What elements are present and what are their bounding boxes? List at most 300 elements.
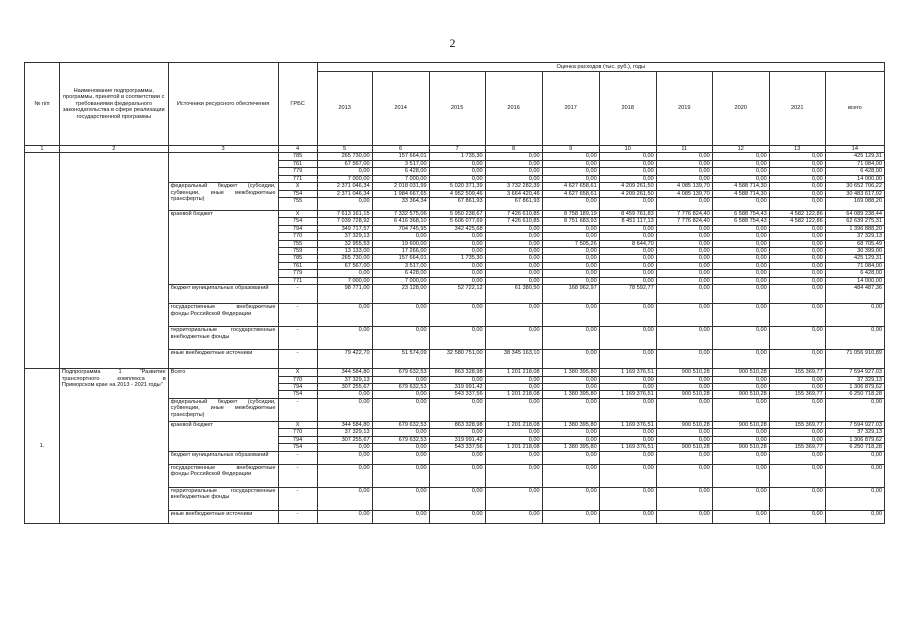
value-cell: 38 345 163,10 bbox=[485, 350, 542, 369]
value-cell: 0,00 bbox=[542, 233, 599, 240]
value-cell: 1 306 879,62 bbox=[825, 436, 884, 443]
value-cell: 0,00 bbox=[656, 168, 712, 175]
value-cell: 0,00 bbox=[769, 384, 825, 391]
value-cell: 32 580 751,00 bbox=[429, 350, 485, 369]
value-cell: 0,00 bbox=[485, 262, 542, 269]
value-cell: 0,00 bbox=[429, 240, 485, 247]
grbs-code: 755 bbox=[278, 197, 317, 210]
header-year: 2018 bbox=[599, 72, 656, 146]
value-cell: 863 328,98 bbox=[429, 421, 485, 428]
grbs-code: 794 bbox=[278, 225, 317, 232]
value-cell: 0,00 bbox=[769, 262, 825, 269]
value-cell: 0,00 bbox=[769, 175, 825, 182]
value-cell: 0,00 bbox=[317, 391, 372, 398]
value-cell: 0,00 bbox=[769, 255, 825, 262]
source-krai: краевой бюджет bbox=[168, 210, 278, 284]
value-cell: 0,00 bbox=[712, 277, 769, 284]
grbs-code: - bbox=[278, 327, 317, 350]
value-cell: 0,00 bbox=[542, 398, 599, 421]
value-cell: 0,00 bbox=[825, 510, 884, 523]
grbs-code: - bbox=[278, 451, 317, 464]
source-state-funds: государственные внебюджетные фонды Российской Федерации bbox=[168, 304, 278, 327]
source-state-funds: государственные внебюджетные фонды Российской Федерации bbox=[168, 464, 278, 487]
value-cell: 0,00 bbox=[656, 277, 712, 284]
source-krai: краевой бюджет bbox=[168, 421, 278, 451]
column-number: 9 bbox=[542, 146, 599, 153]
value-cell: 0,00 bbox=[825, 451, 884, 464]
value-cell: 7 000,00 bbox=[317, 277, 372, 284]
value-cell: 0,00 bbox=[317, 451, 372, 464]
column-number: 2 bbox=[59, 146, 168, 153]
value-cell: 157 664,01 bbox=[372, 255, 429, 262]
value-cell: 3 664 420,46 bbox=[485, 190, 542, 197]
grbs-code: 761 bbox=[278, 160, 317, 167]
value-cell: 900 510,28 bbox=[712, 444, 769, 451]
value-cell: 98 771,00 bbox=[317, 285, 372, 304]
value-cell: 8 451 117,13 bbox=[599, 218, 656, 225]
index-cell bbox=[25, 153, 60, 369]
value-cell: 0,00 bbox=[372, 487, 429, 510]
column-number: 6 bbox=[372, 146, 429, 153]
value-cell: 0,00 bbox=[542, 277, 599, 284]
value-cell: 155 369,77 bbox=[769, 391, 825, 398]
value-cell: 61 380,50 bbox=[485, 285, 542, 304]
value-cell: 13 133,00 bbox=[317, 248, 372, 255]
source-total: Всего bbox=[168, 369, 278, 399]
value-cell: 0,00 bbox=[712, 160, 769, 167]
value-cell: 0,00 bbox=[599, 429, 656, 436]
value-cell: 2 371 046,34 bbox=[317, 183, 372, 190]
value-cell: 0,00 bbox=[485, 160, 542, 167]
column-number: 10 bbox=[599, 146, 656, 153]
value-cell: 6 428,00 bbox=[372, 168, 429, 175]
grbs-code: 794 bbox=[278, 384, 317, 391]
value-cell: 679 632,53 bbox=[372, 421, 429, 428]
value-cell: 0,00 bbox=[599, 451, 656, 464]
value-cell: 0,00 bbox=[656, 160, 712, 167]
value-cell: 0,00 bbox=[485, 384, 542, 391]
grbs-code: 754 bbox=[278, 218, 317, 225]
value-cell: 0,00 bbox=[542, 153, 599, 160]
source-territorial-funds: территориальные государственные внебюджетные фонды bbox=[168, 327, 278, 350]
value-cell: 863 328,98 bbox=[429, 369, 485, 376]
value-cell: 0,00 bbox=[599, 327, 656, 350]
value-cell: 0,00 bbox=[769, 451, 825, 464]
value-cell: 425 129,31 bbox=[825, 255, 884, 262]
value-cell: 1 735,30 bbox=[429, 255, 485, 262]
value-cell: 0,00 bbox=[656, 255, 712, 262]
value-cell: 0,00 bbox=[656, 436, 712, 443]
grbs-code: 770 bbox=[278, 429, 317, 436]
value-cell: 0,00 bbox=[769, 183, 825, 190]
value-cell: 0,00 bbox=[429, 233, 485, 240]
source-municipal: бюджет муниципальных образований bbox=[168, 451, 278, 464]
value-cell: 7 776 824,40 bbox=[656, 210, 712, 217]
value-cell: 37 329,13 bbox=[317, 233, 372, 240]
header-year: всего bbox=[825, 72, 884, 146]
value-cell: 0,00 bbox=[429, 262, 485, 269]
column-number: 13 bbox=[769, 146, 825, 153]
value-cell: 7 332 575,06 bbox=[372, 210, 429, 217]
value-cell: 4 588 714,30 bbox=[712, 190, 769, 197]
value-cell: 679 632,53 bbox=[372, 436, 429, 443]
value-cell: 344 584,80 bbox=[317, 421, 372, 428]
value-cell: 0,00 bbox=[712, 464, 769, 487]
value-cell: 7 039 728,92 bbox=[317, 218, 372, 225]
value-cell: 71 084,00 bbox=[825, 160, 884, 167]
value-cell: 1 396 888,20 bbox=[825, 225, 884, 232]
value-cell: 67 861,93 bbox=[429, 197, 485, 210]
value-cell: 6 428,00 bbox=[825, 270, 884, 277]
grbs-code: - bbox=[278, 510, 317, 523]
value-cell: 0,00 bbox=[317, 398, 372, 421]
value-cell: 0,00 bbox=[372, 429, 429, 436]
value-cell: 0,00 bbox=[485, 398, 542, 421]
source-territorial-funds: территориальные государственные внебюджетные фонды bbox=[168, 487, 278, 510]
value-cell: 0,00 bbox=[712, 225, 769, 232]
value-cell: 1 201 218,08 bbox=[485, 421, 542, 428]
grbs-code: 771 bbox=[278, 175, 317, 182]
value-cell: 0,00 bbox=[372, 233, 429, 240]
source-municipal: бюджет муниципальных образований bbox=[168, 285, 278, 304]
value-cell: 3 732 282,39 bbox=[485, 183, 542, 190]
value-cell: 0,00 bbox=[542, 175, 599, 182]
grbs-code: - bbox=[278, 285, 317, 304]
value-cell: 0,00 bbox=[542, 384, 599, 391]
value-cell: 900 510,28 bbox=[712, 421, 769, 428]
value-cell: 0,00 bbox=[542, 197, 599, 210]
value-cell: 52 722,12 bbox=[429, 285, 485, 304]
value-cell: 0,00 bbox=[656, 384, 712, 391]
value-cell: 0,00 bbox=[769, 197, 825, 210]
column-number: 11 bbox=[656, 146, 712, 153]
value-cell: 4 085 139,70 bbox=[656, 190, 712, 197]
value-cell: 0,00 bbox=[317, 327, 372, 350]
header-estimate: Оценка расходов (тыс. руб.), годы bbox=[317, 63, 884, 72]
value-cell: 342 425,68 bbox=[429, 225, 485, 232]
value-cell: 14 000,00 bbox=[825, 175, 884, 182]
value-cell: 14 000,00 bbox=[825, 277, 884, 284]
grbs-code: X bbox=[278, 210, 317, 217]
value-cell: 6 588 754,43 bbox=[712, 218, 769, 225]
value-cell: 1 169 376,51 bbox=[599, 444, 656, 451]
value-cell: 900 510,28 bbox=[656, 444, 712, 451]
value-cell: 0,00 bbox=[769, 190, 825, 197]
value-cell: 168 962,97 bbox=[542, 285, 599, 304]
value-cell: 0,00 bbox=[599, 398, 656, 421]
value-cell: 0,00 bbox=[656, 233, 712, 240]
value-cell: 0,00 bbox=[372, 391, 429, 398]
value-cell: 307 255,67 bbox=[317, 436, 372, 443]
value-cell: 0,00 bbox=[372, 464, 429, 487]
value-cell: 62 639 275,31 bbox=[825, 218, 884, 225]
value-cell: 0,00 bbox=[485, 240, 542, 247]
value-cell: 7 776 824,40 bbox=[656, 218, 712, 225]
grbs-code: 794 bbox=[278, 436, 317, 443]
value-cell: 1 380 395,80 bbox=[542, 369, 599, 376]
table-row bbox=[25, 369, 885, 376]
value-cell: 0,00 bbox=[769, 398, 825, 421]
value-cell: 67 567,00 bbox=[317, 160, 372, 167]
value-cell: 0,00 bbox=[372, 327, 429, 350]
grbs-code: - bbox=[278, 487, 317, 510]
value-cell: 0,00 bbox=[542, 464, 599, 487]
value-cell: 30 399,00 bbox=[825, 248, 884, 255]
value-cell: 0,00 bbox=[429, 429, 485, 436]
value-cell: 0,00 bbox=[429, 248, 485, 255]
value-cell: 0,00 bbox=[656, 487, 712, 510]
grbs-code: - bbox=[278, 304, 317, 327]
value-cell: 0,00 bbox=[372, 398, 429, 421]
value-cell: 155 369,77 bbox=[769, 444, 825, 451]
value-cell: 0,00 bbox=[769, 350, 825, 369]
header-year: 2014 bbox=[372, 72, 429, 146]
value-cell: 0,00 bbox=[656, 225, 712, 232]
value-cell: 0,00 bbox=[769, 153, 825, 160]
value-cell: 900 510,28 bbox=[656, 421, 712, 428]
header-year: 2017 bbox=[542, 72, 599, 146]
value-cell: 0,00 bbox=[485, 153, 542, 160]
value-cell: 8 758 189,19 bbox=[542, 210, 599, 217]
value-cell: 0,00 bbox=[769, 233, 825, 240]
value-cell: 344 584,80 bbox=[317, 369, 372, 376]
value-cell: 5 020 371,39 bbox=[429, 183, 485, 190]
header-source: Источники ресурсного обеспечения bbox=[168, 63, 278, 146]
value-cell: 8 644,70 bbox=[599, 240, 656, 247]
value-cell: 64 089 238,44 bbox=[825, 210, 884, 217]
value-cell: 4 582 122,86 bbox=[769, 210, 825, 217]
value-cell: 32 955,53 bbox=[317, 240, 372, 247]
value-cell: 0,00 bbox=[485, 464, 542, 487]
value-cell: 6 250 718,28 bbox=[825, 391, 884, 398]
source-federal: федеральный бюджет (субсидии, субвенции, иные межбюджетные трансферты) bbox=[168, 183, 278, 211]
value-cell: 0,00 bbox=[599, 233, 656, 240]
value-cell: 0,00 bbox=[429, 277, 485, 284]
value-cell: 0,00 bbox=[712, 197, 769, 210]
value-cell: 0,00 bbox=[485, 436, 542, 443]
value-cell: 78 592,77 bbox=[599, 285, 656, 304]
value-cell: 3 517,00 bbox=[372, 262, 429, 269]
value-cell: 37 329,13 bbox=[317, 376, 372, 383]
value-cell: 0,00 bbox=[599, 197, 656, 210]
value-cell: 0,00 bbox=[712, 436, 769, 443]
value-cell: 0,00 bbox=[429, 168, 485, 175]
value-cell: 0,00 bbox=[599, 168, 656, 175]
value-cell: 0,00 bbox=[485, 255, 542, 262]
value-cell: 0,00 bbox=[485, 270, 542, 277]
value-cell: 0,00 bbox=[712, 429, 769, 436]
value-cell: 4 209 261,50 bbox=[599, 190, 656, 197]
value-cell: 71 056 910,89 bbox=[825, 350, 884, 369]
value-cell: 704 745,95 bbox=[372, 225, 429, 232]
value-cell: 0,00 bbox=[485, 225, 542, 232]
value-cell: 679 632,53 bbox=[372, 369, 429, 376]
subprogram-index: 1. bbox=[25, 369, 60, 523]
value-cell: 71 084,00 bbox=[825, 262, 884, 269]
value-cell: 0,00 bbox=[542, 327, 599, 350]
value-cell: 0,00 bbox=[599, 255, 656, 262]
column-number: 12 bbox=[712, 146, 769, 153]
column-number: 1 bbox=[25, 146, 60, 153]
value-cell: 51 574,09 bbox=[372, 350, 429, 369]
value-cell: 0,00 bbox=[485, 248, 542, 255]
value-cell: 0,00 bbox=[542, 225, 599, 232]
value-cell: 0,00 bbox=[599, 350, 656, 369]
value-cell: 8 459 761,83 bbox=[599, 210, 656, 217]
value-cell: 0,00 bbox=[769, 487, 825, 510]
value-cell: 900 510,28 bbox=[712, 391, 769, 398]
value-cell: 1 380 395,80 bbox=[542, 391, 599, 398]
source-cell bbox=[168, 153, 278, 183]
value-cell: 1 169 376,51 bbox=[599, 369, 656, 376]
value-cell: 7 426 610,85 bbox=[485, 218, 542, 225]
value-cell: 0,00 bbox=[712, 255, 769, 262]
value-cell: 4 085 139,70 bbox=[656, 183, 712, 190]
value-cell: 0,00 bbox=[429, 175, 485, 182]
value-cell: 0,00 bbox=[372, 510, 429, 523]
value-cell: 1 380 395,80 bbox=[542, 421, 599, 428]
value-cell: 0,00 bbox=[429, 270, 485, 277]
value-cell: 0,00 bbox=[429, 487, 485, 510]
value-cell: 0,00 bbox=[712, 510, 769, 523]
value-cell: 155 369,77 bbox=[769, 421, 825, 428]
value-cell: 900 510,28 bbox=[656, 369, 712, 376]
grbs-code: 761 bbox=[278, 262, 317, 269]
value-cell: 5 950 238,67 bbox=[429, 210, 485, 217]
value-cell: 0,00 bbox=[656, 240, 712, 247]
value-cell: 0,00 bbox=[656, 429, 712, 436]
value-cell: 1 735,30 bbox=[429, 153, 485, 160]
expense-table bbox=[24, 62, 885, 524]
value-cell: 0,00 bbox=[317, 197, 372, 210]
value-cell: 0,00 bbox=[429, 327, 485, 350]
value-cell: 0,00 bbox=[542, 270, 599, 277]
value-cell: 0,00 bbox=[712, 285, 769, 304]
value-cell: 0,00 bbox=[429, 376, 485, 383]
value-cell: 37 329,13 bbox=[825, 233, 884, 240]
value-cell: 0,00 bbox=[542, 262, 599, 269]
value-cell: 0,00 bbox=[656, 175, 712, 182]
value-cell: 0,00 bbox=[712, 270, 769, 277]
grbs-code: 754 bbox=[278, 190, 317, 197]
value-cell: 0,00 bbox=[429, 304, 485, 327]
value-cell: 0,00 bbox=[712, 376, 769, 383]
value-cell: 8 751 683,93 bbox=[542, 218, 599, 225]
grbs-code: X bbox=[278, 369, 317, 376]
value-cell: 0,00 bbox=[485, 168, 542, 175]
grbs-code: 785 bbox=[278, 255, 317, 262]
value-cell: 0,00 bbox=[542, 350, 599, 369]
value-cell: 0,00 bbox=[429, 510, 485, 523]
grbs-code: - bbox=[278, 398, 317, 421]
value-cell: 6 416 368,10 bbox=[372, 218, 429, 225]
header-num: № п/п bbox=[25, 63, 60, 146]
value-cell: 0,00 bbox=[542, 248, 599, 255]
value-cell: 0,00 bbox=[599, 510, 656, 523]
value-cell: 0,00 bbox=[825, 327, 884, 350]
value-cell: 67 567,00 bbox=[317, 262, 372, 269]
value-cell: 0,00 bbox=[317, 510, 372, 523]
value-cell: 0,00 bbox=[485, 277, 542, 284]
value-cell: 0,00 bbox=[712, 327, 769, 350]
value-cell: 0,00 bbox=[825, 487, 884, 510]
value-cell: 0,00 bbox=[599, 175, 656, 182]
value-cell: 0,00 bbox=[542, 376, 599, 383]
value-cell: 3 517,00 bbox=[372, 160, 429, 167]
table-row bbox=[25, 153, 885, 160]
value-cell: 30 652 706,22 bbox=[825, 183, 884, 190]
value-cell: 0,00 bbox=[542, 510, 599, 523]
value-cell: 19 600,00 bbox=[372, 240, 429, 247]
value-cell: 6 428,00 bbox=[372, 270, 429, 277]
value-cell: 0,00 bbox=[485, 304, 542, 327]
value-cell: 265 730,00 bbox=[317, 153, 372, 160]
value-cell: 17 266,00 bbox=[372, 248, 429, 255]
value-cell: 0,00 bbox=[485, 175, 542, 182]
value-cell: 0,00 bbox=[542, 487, 599, 510]
value-cell: 0,00 bbox=[429, 160, 485, 167]
value-cell: 0,00 bbox=[372, 304, 429, 327]
value-cell: 169 088,20 bbox=[825, 197, 884, 210]
grbs-code: 785 bbox=[278, 153, 317, 160]
value-cell: 0,00 bbox=[542, 168, 599, 175]
source-other: иные внебюджетные источники bbox=[168, 350, 278, 369]
value-cell: 0,00 bbox=[656, 262, 712, 269]
header-year: 2013 bbox=[317, 72, 372, 146]
value-cell: 0,00 bbox=[599, 277, 656, 284]
value-cell: 1 201 218,08 bbox=[485, 444, 542, 451]
value-cell: 37 329,13 bbox=[825, 429, 884, 436]
grbs-code: 754 bbox=[278, 391, 317, 398]
value-cell: 1 984 667,65 bbox=[372, 190, 429, 197]
value-cell: 0,00 bbox=[769, 225, 825, 232]
value-cell: 0,00 bbox=[712, 398, 769, 421]
header-program: Наименование подпрограммы, программы, принятой в соответствии с требованиями федерального законодательства в сфере реализации государственной программы bbox=[59, 63, 168, 146]
value-cell: 0,00 bbox=[599, 270, 656, 277]
value-cell: 0,00 bbox=[485, 429, 542, 436]
header-year: 2019 bbox=[656, 72, 712, 146]
grbs-code: 779 bbox=[278, 168, 317, 175]
value-cell: 0,00 bbox=[769, 429, 825, 436]
value-cell: 7 000,00 bbox=[372, 175, 429, 182]
value-cell: 0,00 bbox=[485, 327, 542, 350]
value-cell: 0,00 bbox=[656, 464, 712, 487]
value-cell: 0,00 bbox=[712, 262, 769, 269]
value-cell: 6 588 754,43 bbox=[712, 210, 769, 217]
value-cell: 0,00 bbox=[542, 304, 599, 327]
value-cell: 0,00 bbox=[769, 436, 825, 443]
value-cell: 0,00 bbox=[485, 233, 542, 240]
grbs-code: X bbox=[278, 421, 317, 428]
value-cell: 0,00 bbox=[542, 436, 599, 443]
value-cell: 0,00 bbox=[656, 398, 712, 421]
grbs-code: 754 bbox=[278, 444, 317, 451]
value-cell: 0,00 bbox=[656, 451, 712, 464]
value-cell: 0,00 bbox=[485, 376, 542, 383]
value-cell: 0,00 bbox=[712, 350, 769, 369]
value-cell: 319 991,42 bbox=[429, 436, 485, 443]
value-cell: 0,00 bbox=[317, 304, 372, 327]
value-cell: 2 371 046,34 bbox=[317, 190, 372, 197]
value-cell: 7 000,00 bbox=[372, 277, 429, 284]
value-cell: 0,00 bbox=[372, 444, 429, 451]
value-cell: 484 487,36 bbox=[825, 285, 884, 304]
value-cell: 0,00 bbox=[769, 160, 825, 167]
value-cell: 0,00 bbox=[599, 487, 656, 510]
header-year: 2016 bbox=[485, 72, 542, 146]
column-number: 4 bbox=[278, 146, 317, 153]
value-cell: 349 717,57 bbox=[317, 225, 372, 232]
